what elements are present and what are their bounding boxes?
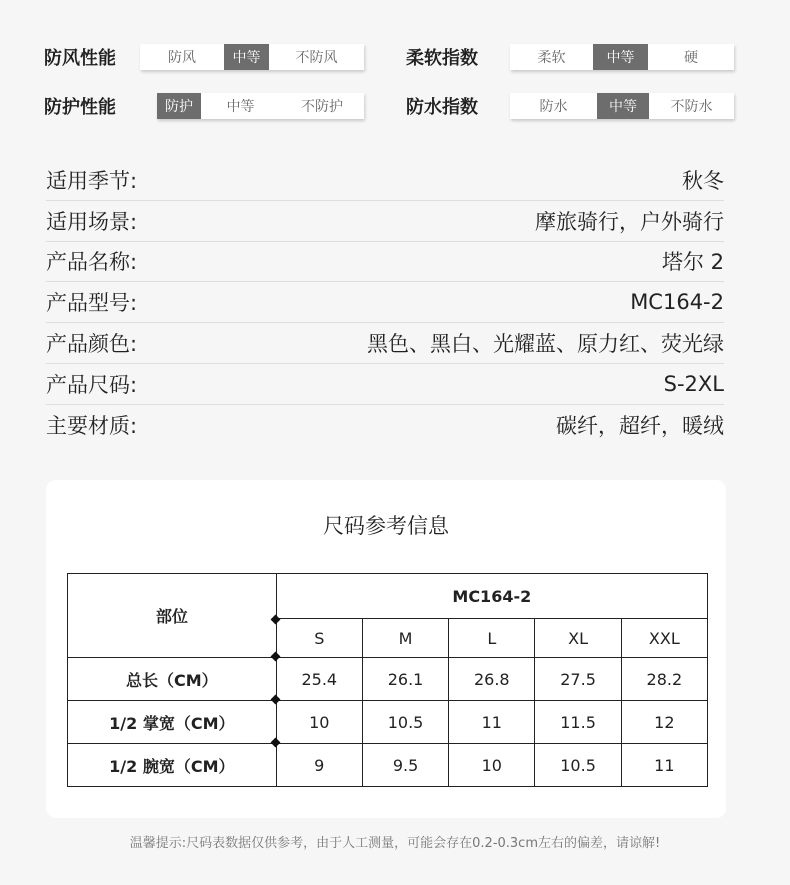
rating-option: 柔软 [537,50,566,66]
row-label: 1/2 腕宽（CM） [68,744,277,787]
rating-option: 中等 [224,44,269,70]
spec-value: 摩旅骑行，户外骑行 [535,209,724,234]
size-header: L [449,619,535,658]
rating-bar-windproof [140,44,364,70]
table-cell: 10.5 [362,701,448,744]
spec-value: 秋冬 [682,168,724,193]
rating-windproof [44,44,116,70]
spec-list [46,160,724,446]
spec-row-material [46,405,724,446]
spec-row-scenario [46,201,724,242]
spec-value: 碳纤，超纤，暖绒 [556,414,724,439]
rating-bar-softness [510,44,734,70]
rating-bar-waterproof [510,93,734,119]
table-cell: 10 [276,701,362,744]
spec-row-colors [46,323,724,364]
size-header: XL [535,619,621,658]
size-table [67,573,708,787]
table-cell: 9.5 [362,744,448,787]
spec-row-sizes [46,364,724,405]
rating-softness [406,44,478,70]
rating-option: 防护 [157,93,201,119]
table-cell: 12 [621,701,707,744]
table-cell: 11.5 [535,701,621,744]
table-cell: 11 [449,701,535,744]
table-cell: 10 [449,744,535,787]
table-cell: 26.8 [449,658,535,701]
size-header: XXL [621,619,707,658]
spec-value: 黑色、黑白、光耀蓝、原力红、荧光绿 [367,332,724,357]
part-header: 部位 [68,574,277,658]
table-cell: 28.2 [621,658,707,701]
model-header: MC164-2 [276,574,707,619]
size-header: S [276,619,362,658]
spec-key: 产品型号: [46,291,138,316]
rating-label: 柔软指数 [406,48,478,69]
spec-key: 产品名称: [46,250,138,275]
disclaimer-note: 温馨提示:尺码表数据仅供参考，由于人工测量，可能会存在0.2-0.3cm左右的偏差，请谅解! [129,836,661,851]
rating-label: 防护性能 [44,97,116,118]
table-row [68,658,708,701]
rating-option: 不防护 [301,99,343,115]
table-row [68,744,708,787]
row-label: 总长（CM） [68,658,277,701]
size-header: M [362,619,448,658]
rating-waterproof [406,93,478,119]
rating-bar-protection [157,93,364,119]
rating-label: 防风性能 [44,48,116,69]
spec-row-season [46,160,724,201]
table-cell: 26.1 [362,658,448,701]
spec-row-name [46,242,724,283]
rating-option: 中等 [593,44,648,70]
spec-row-model [46,282,724,323]
rating-option: 中等 [226,99,255,115]
spec-key: 适用场景: [46,209,138,234]
rating-option: 硬 [684,50,698,66]
rating-protection [44,93,116,119]
table-header-row [68,574,708,619]
spec-key: 适用季节: [46,168,138,193]
table-row [68,701,708,744]
table-cell: 11 [621,744,707,787]
spec-key: 产品尺码: [46,372,138,397]
rating-option: 中等 [597,93,649,119]
table-cell: 9 [276,744,362,787]
table-cell: 10.5 [535,744,621,787]
size-chart-title: 尺码参考信息 [323,514,449,538]
spec-key: 产品颜色: [46,332,138,357]
row-label: 1/2 掌宽（CM） [68,701,277,744]
spec-value: 塔尔 2 [661,250,724,275]
spec-value: MC164-2 [630,290,724,315]
table-cell: 25.4 [276,658,362,701]
rating-label: 防水指数 [406,97,478,118]
rating-option: 防风 [168,50,196,66]
rating-option: 不防风 [295,50,338,66]
spec-key: 主要材质: [46,414,138,439]
spec-value: S-2XL [663,371,724,396]
table-cell: 27.5 [535,658,621,701]
size-chart-card [46,480,726,818]
rating-option: 防水 [539,99,568,115]
rating-option: 不防水 [670,99,713,115]
